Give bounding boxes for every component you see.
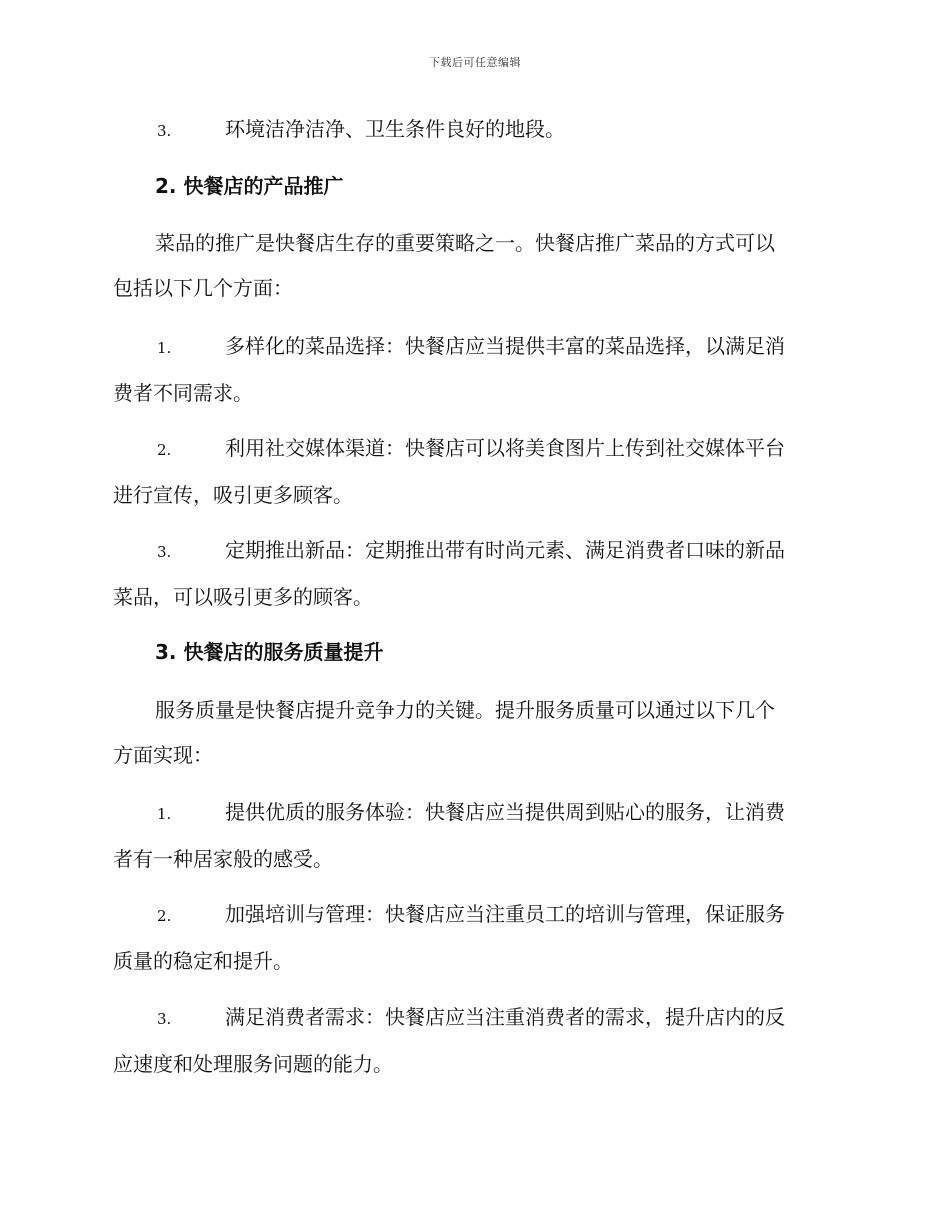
list-item-customer-needs: 3. 满足消费者需求：快餐店应当注重消费者的需求，提升店内的反 应速度和处理服务问题的能力。 — [113, 995, 833, 1087]
list-item-environment — [113, 107, 833, 154]
section-heading-service-quality: 3. 快餐店的服务质量提升 — [155, 640, 384, 664]
list-text: 满足消费者需求：快餐店应当注重消费者的需求，提升店内的反 — [225, 1005, 785, 1029]
list-number: 2. — [157, 441, 172, 459]
list-text: 多样化的菜品选择：快餐店应当提供丰富的菜品选择，以满足消 — [225, 334, 785, 358]
list-text: 利用社交媒体渠道：快餐店可以将美食图片上传到社交媒体平台 — [225, 436, 785, 460]
list-text: 加强培训与管理：快餐店应当注重员工的培训与管理，保证服务 — [225, 902, 785, 926]
list-item-training-management: 2. 加强培训与管理：快餐店应当注重员工的培训与管理，保证服务 质量的稳定和提升。 — [113, 892, 833, 984]
list-text: 提供优质的服务体验：快餐店应当提供周到贴心的服务，让消费 — [225, 800, 785, 824]
list-number: 1. — [157, 339, 172, 357]
list-item-diverse-dishes: 1. 多样化的菜品选择：快餐店应当提供丰富的菜品选择，以满足消 费者不同需求。 — [113, 324, 833, 416]
list-item-service-experience: 1. 提供优质的服务体验：快餐店应当提供周到贴心的服务，让消费 者有一种居家般的感受。 — [113, 790, 833, 882]
list-number: 1. — [157, 805, 172, 823]
page-header: 下载后可任意编辑 — [429, 56, 521, 69]
list-item-social-media: 2. 利用社交媒体渠道：快餐店可以将美食图片上传到社交媒体平台 进行宣传，吸引更多顾客。 — [113, 426, 833, 518]
paragraph-service-intro: 服务质量是快餐店提升竞争力的关键。提升服务质量可以通过以下几个 方面实现： — [113, 698, 775, 767]
list-number: 3. — [157, 122, 172, 140]
list-text: 环境洁净洁净、卫生条件良好的地段。 — [225, 117, 565, 141]
list-number: 3. — [157, 1010, 172, 1028]
section-heading-product-promotion: 2. 快餐店的产品推广 — [155, 174, 344, 198]
list-number: 3. — [157, 543, 172, 561]
list-text: 定期推出新品：定期推出带有时尚元素、满足消费者口味的新品 — [225, 538, 785, 562]
list-item-new-products: 3. 定期推出新品：定期推出带有时尚元素、满足消费者口味的新品 菜品，可以吸引更多的顾客。 — [113, 528, 833, 620]
paragraph-promotion-intro: 菜品的推广是快餐店生存的重要策略之一。快餐店推广菜品的方式可以 包括以下几个方面： — [113, 231, 775, 300]
list-number: 2. — [157, 907, 172, 925]
